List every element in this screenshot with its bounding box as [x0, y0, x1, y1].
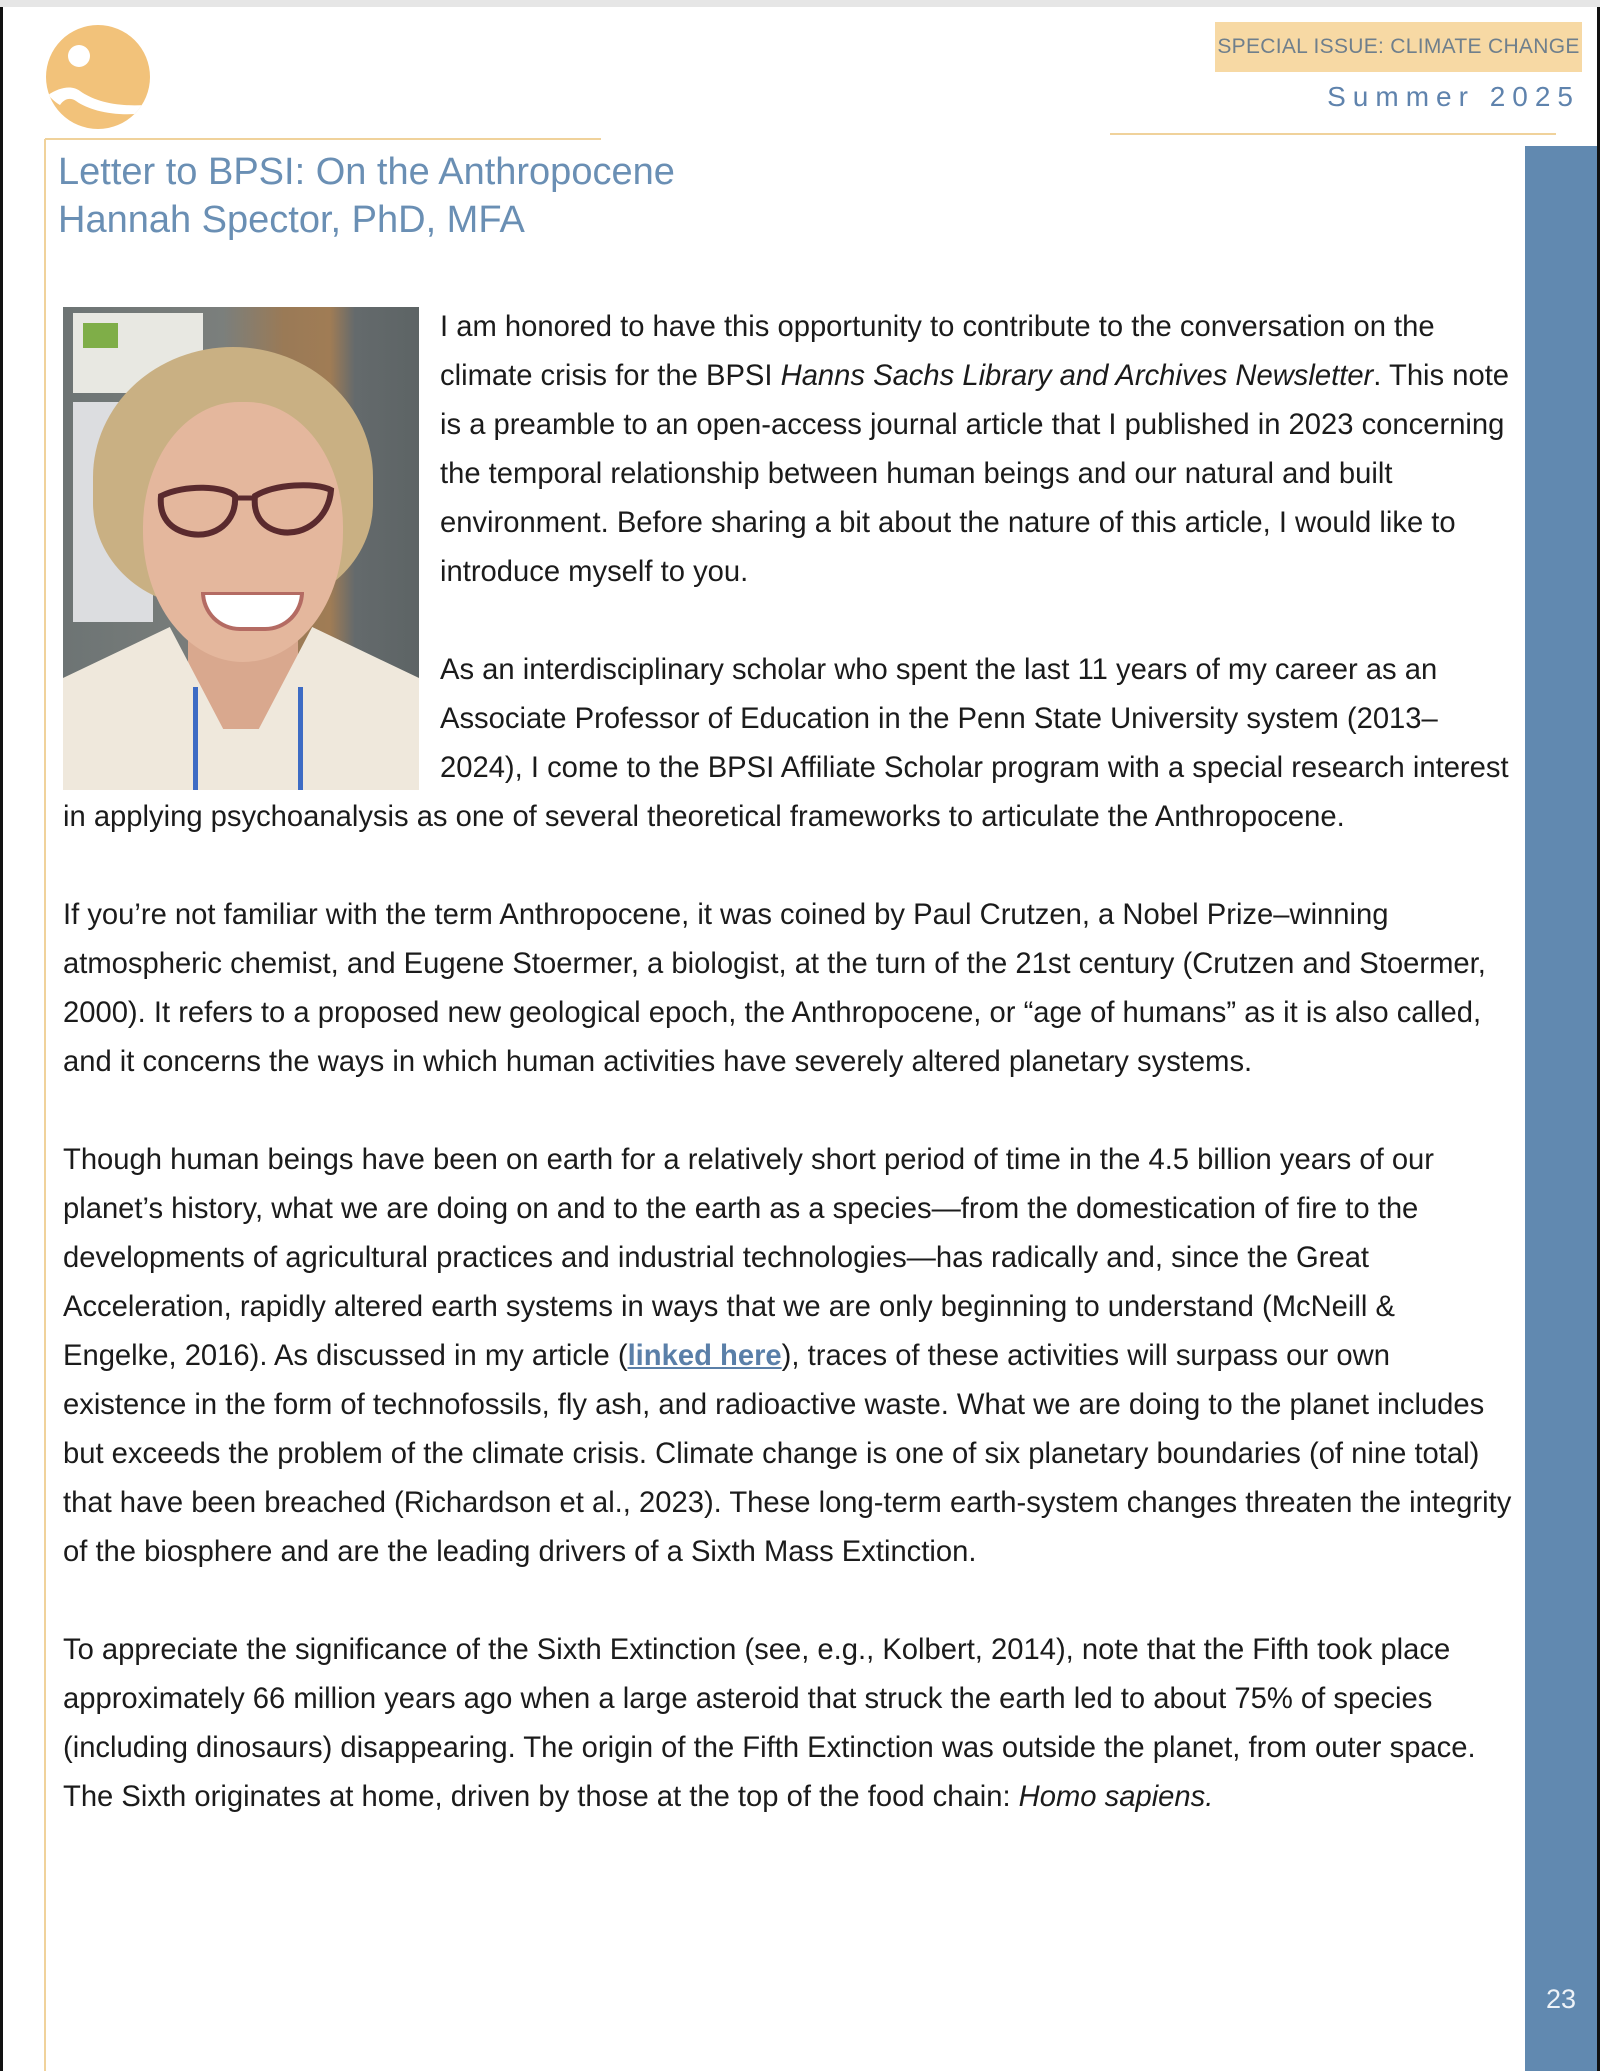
- special-issue-badge: SPECIAL ISSUE: CLIMATE CHANGE: [1215, 22, 1582, 72]
- paragraph-text: ), traces of these activities will surpass our own existence in the form of technofossils, fly ash, and radioactive waste. What we are doing to the planet includes but exceeds the problem of the climate crisis. Climate change is one of six planetary boundaries (of nine total) that have been breached (Richardson et al., 2023). These long-term earth-system changes threaten the integrity of the biosphere and are the leading drivers of a Sixth Mass Extinction.: [63, 1340, 1512, 1568]
- bpsi-logo-icon: [46, 25, 150, 129]
- photo-float-spacer: [63, 303, 440, 789]
- page-top-edge: [0, 0, 1600, 7]
- paragraph-2: As an interdisciplinary scholar who spent the last 11 years of my career as an Associate Professor of Education in the Penn State University system (2013–2024), I come to the BPSI Affiliate Scholar program with a special research interest in applying psychoanalysis as one of several theoretical frameworks to articulate the Anthropocene.: [63, 654, 1509, 833]
- page-number: 23: [1545, 1984, 1577, 2014]
- article-title: Letter to BPSI: On the Anthropocene: [58, 151, 675, 193]
- right-sidebar-bar: [1525, 146, 1597, 2071]
- article-body: [63, 303, 1513, 1871]
- paragraph-text: Though human beings have been on earth for a relatively short period of time in the 4.5 billion years of our planet’s history, what we are doing on and to the earth as a species—from the domestication of fire to the developments of agricultural practices and industrial technologies—has radically and, since the Great Acceleration, rapidly altered earth systems in ways that we are only beginning to understand (McNeill & Engelke, 2016). As discussed in my article (: [63, 1144, 1435, 1372]
- page-left-edge: [0, 7, 3, 2071]
- article-link[interactable]: linked here: [627, 1340, 782, 1372]
- content-left-border: [44, 139, 46, 2071]
- article-heading: [58, 148, 675, 244]
- header-divider-left: [45, 138, 601, 140]
- logo-wave-icon: [46, 25, 150, 129]
- paragraph-3: If you’re not familiar with the term Anthropocene, it was coined by Paul Crutzen, a Nobel Prize–winning atmospheric chemist, and Eugene Stoermer, a biologist, at the turn of the 21st century (Crutzen and Stoermer, 2000). It refers to a proposed new geological epoch, the Anthropocene, or “age of humans” as it is also called, and it concerns the ways in which human activities have severely altered planetary systems.: [63, 899, 1486, 1078]
- paragraph-text: To appreciate the significance of the Sixth Extinction (see, e.g., Kolbert, 2014), note that the Fifth took place approximately 66 million years ago when a large asteroid that struck the earth led to about 75% of species (including dinosaurs) disappearing. The origin of the Fifth Extinction was outside the planet, from outer space. The Sixth originates at home, driven by those at the top of the food chain:: [63, 1634, 1476, 1813]
- paragraph-text: I am honored to have this opportunity to contribute to the conversation on the climate crisis for the BPSI: [440, 311, 1435, 392]
- paragraph-4: [63, 1136, 1513, 1577]
- paragraph-text: . This note is a preamble to an open-access journal article that I published in 2023 concerning the temporal relationship between human beings and our natural and built environment. Before sharing a bit about the nature of this article, I would like to introduce myself to you.: [440, 360, 1510, 588]
- newsletter-name: Hanns Sachs Library and Archives Newsletter: [780, 360, 1374, 392]
- issue-date: Summer 2025: [1327, 81, 1580, 112]
- article-author: Hannah Spector, PhD, MFA: [58, 199, 525, 241]
- paragraph-5: [63, 1626, 1513, 1822]
- species-name: Homo sapiens.: [1018, 1781, 1214, 1813]
- header-divider-right: [1110, 133, 1556, 135]
